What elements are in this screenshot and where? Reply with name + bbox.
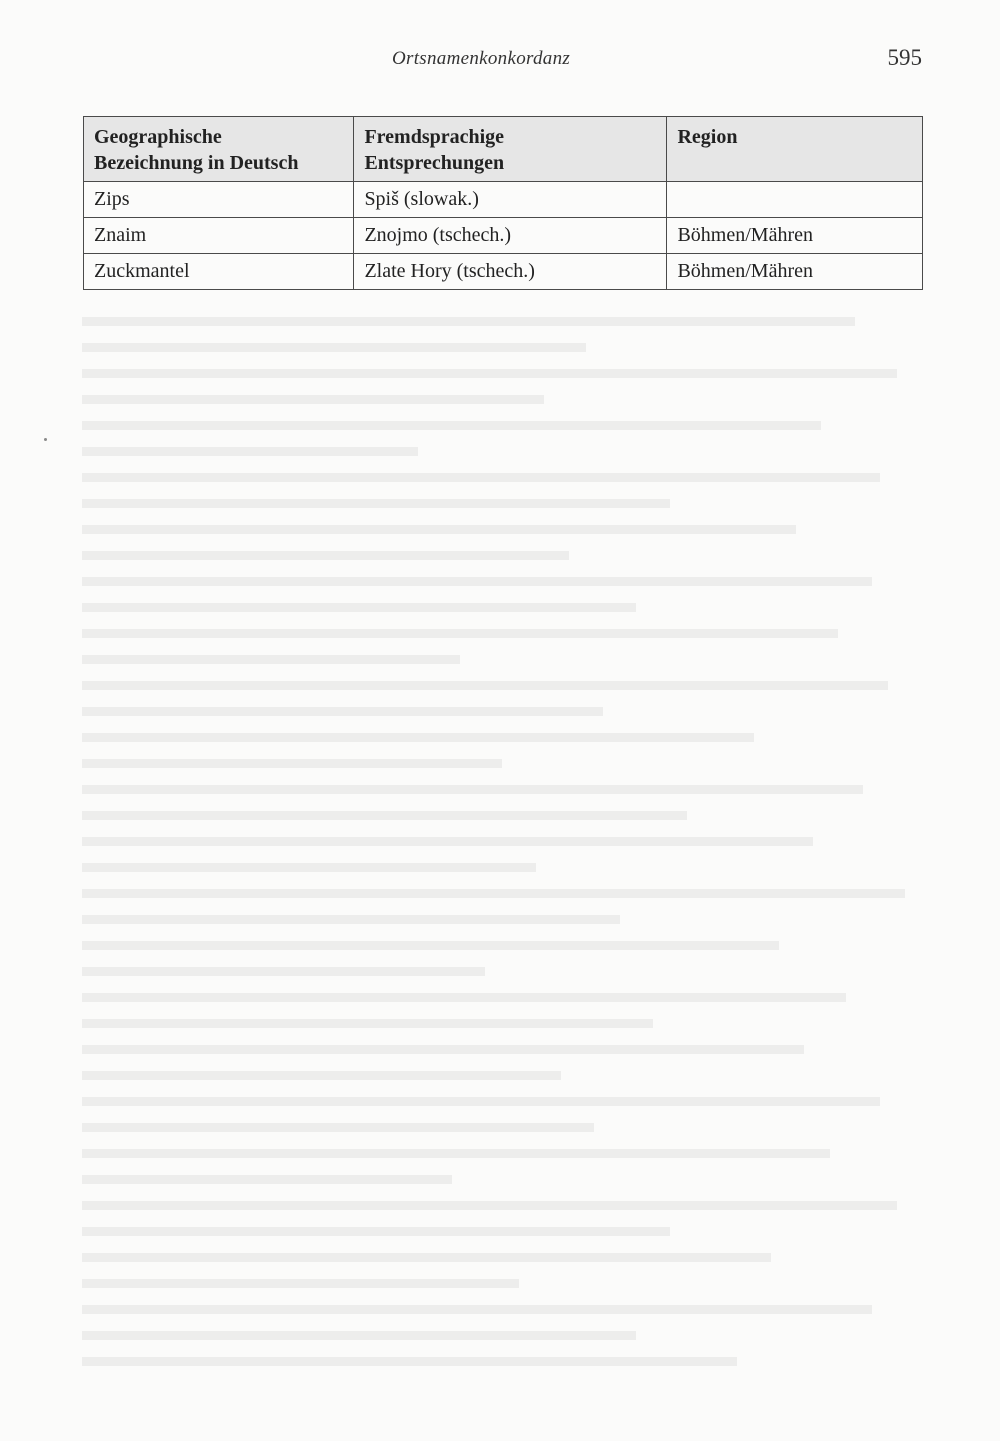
- show-through-line: [82, 716, 754, 742]
- cell-foreign-name: Znojmo (tschech.): [354, 218, 667, 254]
- table-row: [84, 254, 923, 290]
- cell-region: Böhmen/Mähren: [667, 254, 923, 290]
- show-through-line: [82, 898, 620, 924]
- show-through-line: [82, 1002, 653, 1028]
- scan-speck: [44, 438, 47, 441]
- cell-german-name: Zips: [84, 182, 354, 218]
- show-through-line: [82, 378, 544, 404]
- show-through-line: [82, 664, 888, 690]
- column-header-german-line2: Bezeichnung in Deutsch: [94, 152, 299, 174]
- show-through-line: [82, 612, 838, 638]
- table-row: [84, 182, 923, 218]
- table-body: [84, 182, 923, 290]
- column-header-german: [84, 117, 354, 182]
- cell-foreign-name: Spiš (slowak.): [354, 182, 667, 218]
- reverse-side-show-through: [82, 300, 922, 1380]
- show-through-line: [82, 1314, 636, 1340]
- show-through-line: [82, 638, 460, 664]
- column-header-region-line1: Region: [677, 126, 738, 148]
- show-through-line: [82, 872, 905, 898]
- column-header-region: [667, 117, 923, 182]
- show-through-line: [82, 1340, 737, 1366]
- table-header: [84, 117, 923, 182]
- show-through-line: [82, 586, 636, 612]
- show-through-line: [82, 560, 872, 586]
- show-through-line: [82, 742, 502, 768]
- show-through-line: [82, 326, 586, 352]
- show-through-line: [82, 1158, 452, 1184]
- header-row: [84, 117, 923, 182]
- show-through-line: [82, 1054, 561, 1080]
- show-through-line: [82, 1080, 880, 1106]
- show-through-line: [82, 482, 670, 508]
- column-header-foreign-line2: Entsprechungen: [364, 152, 505, 174]
- cell-foreign-name: Zlate Hory (tschech.): [354, 254, 667, 290]
- running-title: Ortsnamenkonkordanz: [392, 48, 571, 69]
- show-through-line: [82, 950, 485, 976]
- column-header-foreign: [354, 117, 667, 182]
- show-through-line: [82, 430, 418, 456]
- show-through-line: [82, 846, 536, 872]
- show-through-line: [82, 768, 863, 794]
- cell-region: [667, 182, 923, 218]
- page-number: 595: [887, 45, 922, 70]
- table-row: [84, 218, 923, 254]
- show-through-line: [82, 508, 796, 534]
- show-through-line: [82, 1236, 771, 1262]
- show-through-line: [82, 352, 897, 378]
- show-through-line: [82, 300, 855, 326]
- show-through-line: [82, 794, 687, 820]
- column-header-german-line1: Geographische: [94, 126, 222, 148]
- show-through-line: [82, 1262, 519, 1288]
- column-header-foreign-line1: Fremdsprachige: [364, 126, 505, 148]
- show-through-line: [82, 534, 569, 560]
- cell-german-name: Zuckmantel: [84, 254, 354, 290]
- show-through-line: [82, 690, 603, 716]
- show-through-line: [82, 1132, 830, 1158]
- show-through-line: [82, 924, 779, 950]
- show-through-line: [82, 1106, 594, 1132]
- show-through-line: [82, 1184, 897, 1210]
- place-name-concordance-table: [83, 116, 923, 290]
- show-through-line: [82, 976, 846, 1002]
- show-through-line: [82, 820, 813, 846]
- cell-region: Böhmen/Mähren: [667, 218, 923, 254]
- cell-german-name: Znaim: [84, 218, 354, 254]
- show-through-line: [82, 1288, 872, 1314]
- show-through-line: [82, 456, 880, 482]
- show-through-line: [82, 1210, 670, 1236]
- show-through-line: [82, 404, 821, 430]
- show-through-line: [82, 1028, 804, 1054]
